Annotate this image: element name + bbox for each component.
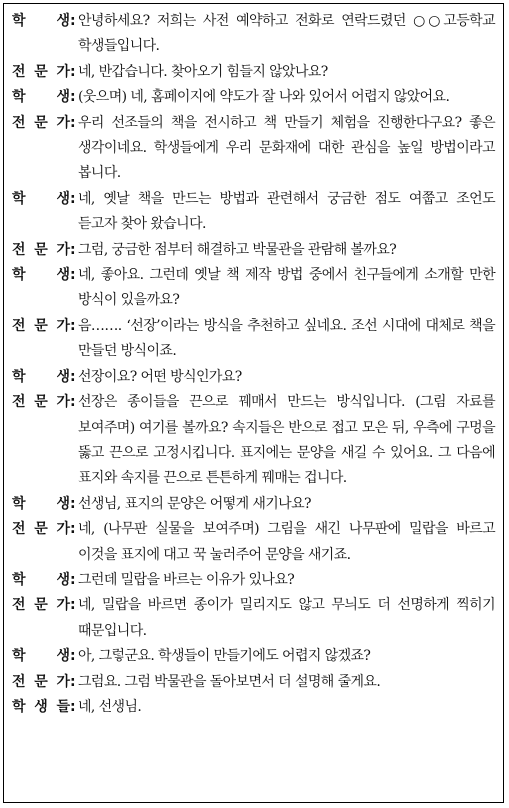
speaker-label: 학 생 들 : [12, 698, 76, 715]
dialogue-turn [12, 9, 495, 60]
dialogue-turn [12, 111, 495, 187]
speaker-label: 학 생 : [12, 13, 76, 29]
dialogue-turn [12, 365, 495, 390]
speaker-label: 전 문 가 : [12, 241, 76, 258]
utterance: 그런데 밀랍을 바르는 이유가 있나요? [78, 571, 295, 588]
dialogue-turn [12, 85, 495, 110]
dialogue-turn [12, 568, 495, 593]
speaker-label: 전 문 가 : [12, 63, 76, 80]
utterance: 음……. ‘선장’이라는 방식을 추천하고 싶네요. 조선 시대에 대체로 책을 만들던 방식이죠. [78, 317, 495, 360]
utterance: 네, 밀랍을 바르면 종이가 밀리지도 않고 무늬도 더 선명하게 찍히기 때문입니다. [78, 597, 495, 639]
utterance: 네, 반갑습니다. 찾아오기 힘들지 않았나요? [78, 63, 328, 80]
dialogue-turn [12, 517, 495, 568]
dialogue-box [3, 3, 504, 803]
speaker-label: 전 문 가 : [12, 521, 76, 538]
utterance: 네, 선생님. [78, 698, 142, 715]
speaker-label: 학 생 : [12, 89, 76, 106]
speaker-label: 전 문 가 : [12, 597, 76, 614]
dialogue-turn [12, 390, 495, 492]
utterance: 선장이요? 어떤 방식인가요? [78, 368, 242, 385]
dialogue-turn [12, 60, 495, 85]
speaker-label: 학 생 : [12, 368, 76, 385]
dialogue-turn [12, 314, 495, 365]
speaker-label: 전 문 가 : [12, 394, 76, 411]
speaker-label: 전 문 가 : [12, 114, 76, 131]
speaker-label: 학 생 : [12, 495, 76, 512]
dialogue-turn [12, 187, 495, 238]
speaker-label: 학 생 : [12, 648, 76, 665]
speaker-label: 학 생 : [12, 571, 76, 588]
utterance: 네, 좋아요. 그런데 옛날 책 제작 방법 중에서 친구들에게 소개할 만한 방식이 있을까요? [78, 267, 495, 309]
dialogue-turn [12, 492, 495, 517]
speaker-label: 학 생 : [12, 190, 76, 207]
utterance: 우리 선조들의 책을 전시하고 책 만들기 체험을 진행한다구요? 좋은 생각이네요. 학생들에게 우리 문화재에 대한 관심을 높일 방법이라고 봅니다. [78, 114, 495, 182]
dialogue-turn [12, 695, 495, 720]
utterance: 그럼, 궁금한 점부터 해결하고 박물관을 관람해 볼까요? [78, 241, 397, 258]
dialogue-turn [12, 263, 495, 314]
utterance: 그럼요. 그럼 박물관을 돌아보면서 더 설명해 줄게요. [78, 673, 381, 690]
speaker-label: 전 문 가 : [12, 317, 76, 334]
speaker-label: 학 생 : [12, 267, 76, 284]
utterance: 선장은 종이들을 끈으로 꿰매서 만드는 방식입니다. (그림 자료를 보여주며) 여기를 볼까요? 속지들은 반으로 접고 모은 뒤, 우측에 구멍을 뚫고 끈으로 고정시킵니다. 표지에는 문양을 새길 수 있어요. 그 다음에 표지와 속지를 끈으로 튼튼하게 꿰매는 겁니다. [78, 394, 495, 487]
speaker-label: 전 문 가 : [12, 673, 76, 690]
dialogue-turn [12, 670, 495, 695]
dialogue-turn [12, 644, 495, 669]
utterance: 선생님, 표지의 문양은 어떻게 새기나요? [78, 495, 311, 512]
utterance: (웃으며) 네, 홈페이지에 약도가 잘 나와 있어서 어렵지 않았어요. [78, 89, 450, 106]
utterance: 안녕하세요? 저희는 사전 예약하고 전화로 연락드렸던 ○○고등학교 학생들입니다. [78, 13, 495, 55]
utterance: 네, (나무판 실물을 보여주며) 그림을 새긴 나무판에 밀랍을 바르고 이것을 표지에 대고 꾹 눌러주어 문양을 새기죠. [78, 521, 495, 563]
dialogue-turn [12, 593, 495, 644]
dialogue-turn [12, 238, 495, 263]
utterance: 네, 옛날 책을 만드는 방법과 관련해서 궁금한 점도 여쭙고 조언도 듣고자 찾아 왔습니다. [78, 190, 495, 233]
utterance: 아, 그렇군요. 학생들이 만들기에도 어렵지 않겠죠? [78, 648, 371, 665]
